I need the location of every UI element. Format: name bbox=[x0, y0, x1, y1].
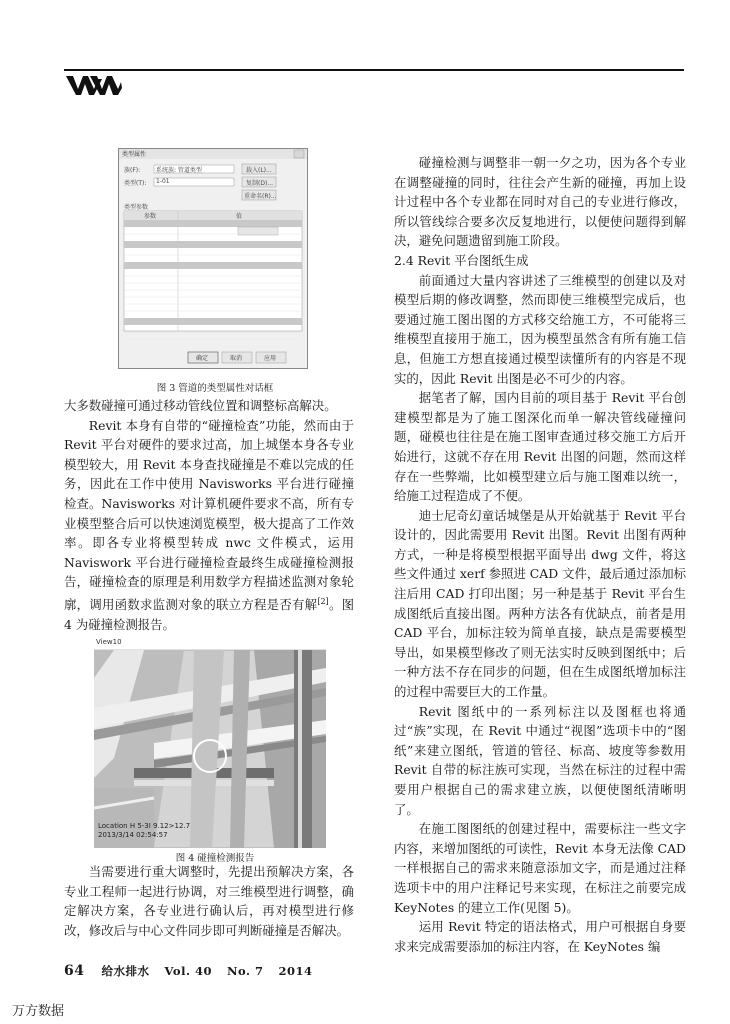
family-value: 系统族: 管道类型 bbox=[156, 167, 202, 174]
copy-button: 复制(D)... bbox=[246, 180, 274, 187]
col-param-header: 参数 bbox=[144, 213, 157, 220]
figure-4 bbox=[94, 638, 326, 848]
col-value-header: 值 bbox=[236, 213, 243, 220]
right-paragraph-2: 前面通过大量内容讲述了三维模型的创建以及对模型后期的修改调整，然而即使三维模型完成后，也要通过施工图出图的方式移交给施工方，不可能将三维模型直接用于施工，因为模型虽然含有所有施工信息，但施工方想直接通过模型读懂所有的内容是不现实的，因此 Revit 出图是必不可少的内容。 bbox=[394, 272, 686, 386]
right-paragraph-3: 据笔者了解，国内目前的项目基于 Revit 平台创建模型都是为了施工图深化而单一解决管线碰撞问题，碰模也往往是在施工图审查通过移交施工方后开始进行，这就不存在用 Revit 出图的问题，然而这样存在一些弊端，比如模型建立后与施工图难以统一，给施工过程造成了不便。 bbox=[394, 390, 686, 504]
location-line-2: 2013/3/14 02:54:57 bbox=[98, 831, 168, 839]
type-value: 1-01 bbox=[156, 178, 170, 185]
load-button: 载入(L)... bbox=[246, 167, 272, 174]
clash-report-image bbox=[94, 638, 326, 848]
view-label: View10 bbox=[96, 638, 122, 646]
type-label: 类型(T): bbox=[124, 180, 147, 187]
right-paragraph-1: 碰撞检测与调整非一朝一夕之功，因为各个专业在调整碰撞的同时，往往会产生新的碰撞，再加上设计过程中各个专业都在同时对自己的专业进行修改，所以管线综合要多次反复地进行，以便使问题得到解决，避免问题遗留到施工阶段。 bbox=[394, 155, 686, 249]
right-paragraph-6: 在施工图图纸的创建过程中，需要标注一些文字内容，来增加图纸的可读性，Revit 本身无法像 CAD 一样根据自己的需求来随意添加文字，而是通过注释选项卡中的用户注释记号来实现，在标注之前要完成 KeyNotes 的建立工作(见图 5)。 bbox=[394, 821, 686, 915]
dialog-title: 类型属性 bbox=[122, 151, 147, 158]
left-paragraph-2: 当需要进行重大调整时，先提出预解决方案，各专业工程师一起进行协调，对三维模型进行调整，确定解决方案，各专业进行确认后，再对模型进行修改，修改后与中心文件同步即可判断碰撞是否解决。 bbox=[64, 864, 354, 938]
volume: Vol. 40 bbox=[164, 964, 212, 978]
left-paragraph-0: 大多数碰撞可通过移动管线位置和调整标高解决。 bbox=[64, 398, 337, 413]
right-column bbox=[394, 153, 686, 956]
rename-button: 重命名(R)... bbox=[244, 193, 277, 200]
issue-number: No. 7 bbox=[227, 964, 264, 978]
header-rule bbox=[64, 69, 684, 71]
right-paragraph-4: 迪士尼奇幻童话城堡是从开始就基于 Revit 平台设计的，因此需要用 Revit 出图。Revit 出图有两种方式，一种是将模型根据平面导出 dwg 文件，将这些文件通过 xerf 参照进 CAD 文件，最后通过添加标注后用 CAD 打印出图；另一种是基于 Revit 平台生成图纸后直接出图。两种方法各有优缺点，前者是用 CAD 平台，加标注较为简单直接，缺点是需要模型导出，如果模型修改了则无法实时反映到图纸中；后一种方法不存在同步的问题，但在生成图纸增加标注的过程中需要巨大的工作量。 bbox=[394, 507, 686, 700]
figure-3-caption: 图 3 管道的类型属性对话框 bbox=[156, 383, 274, 394]
ok-button: 确定 bbox=[196, 355, 209, 362]
family-label: 族(F): bbox=[124, 167, 141, 174]
reference-2: [2] bbox=[317, 596, 329, 606]
apply-button: 应用 bbox=[264, 355, 277, 362]
left-column-upper bbox=[64, 396, 354, 634]
left-column-lower bbox=[64, 862, 354, 940]
ww-logo-icon bbox=[66, 74, 122, 96]
cancel-button: 取消 bbox=[230, 355, 243, 362]
location-line-1: Location H 5-3I 9.12>12.7 bbox=[98, 822, 191, 830]
figure-4-caption: 图 4 碰撞检测报告 bbox=[175, 853, 255, 864]
year: 2014 bbox=[278, 964, 313, 978]
figure-3 bbox=[118, 148, 308, 380]
watermark: 万方数据 bbox=[12, 1004, 65, 1019]
page-footer bbox=[64, 963, 313, 979]
type-properties-dialog bbox=[118, 148, 308, 380]
left-paragraph-1: Revit 本身有自带的“碰撞检查”功能，然而由于 Revit 平台对硬件的要求过高，加上城堡本身各专业模型较大，用 Revit 本身查找碰撞是不难以完成的任务，因此在工作中使用 Navisworks 平台进行碰撞检查。Navisworks 对计算机硬件要求不高，所有专业模型整合后可以快速浏览模型，极大提高了工作效率。即各专业将模型转成 nwc 文件模式，运用 Naviswork 平台进行碰撞检查最终生成碰撞检测报告，碰撞检查的原理是利用数学方程描述监测对象轮廓，调用函数求监测对象的联立方程是否有解[2]。图 4 为碰撞检测报告。 bbox=[64, 417, 355, 632]
right-paragraph-5: Revit 图纸中的一系列标注以及图框也将通过“族”实现，在 Revit 中通过“视图”选项卡中的“图纸”来建立图纸，管道的管径、标高、坡度等参数用 Revit 自带的标注族可实现，当然在标注的过程中需要用户根据自己的需求建立族，以便使图纸清晰明了。 bbox=[394, 703, 686, 817]
journal-name: 给水排水 bbox=[101, 964, 150, 978]
section-heading-2-4: 2.4 Revit 平台图纸生成 bbox=[394, 252, 529, 268]
type-params-label: 类型参数 bbox=[124, 204, 149, 211]
right-paragraph-7: 运用 Revit 特定的语法格式，用户可根据自身要求来完成需要添加的标注内容，在 KeyNotes 编 bbox=[394, 919, 686, 954]
page-number: 64 bbox=[64, 963, 85, 979]
